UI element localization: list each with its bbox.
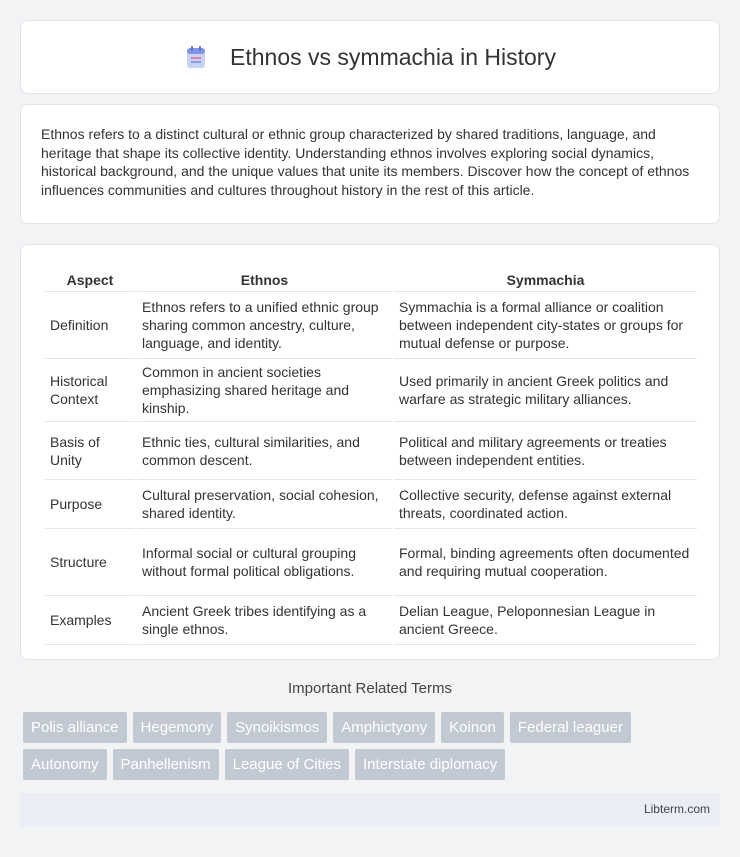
tag-league-of-cities[interactable]: League of Cities <box>225 749 349 780</box>
comparison-table <box>43 265 699 645</box>
header-aspect: Aspect <box>45 265 135 292</box>
ethnos-cell: Common in ancient societies emphasizing shared heritage and kinship. <box>137 359 392 422</box>
footer-brand[interactable]: Libterm.com <box>643 802 710 816</box>
table-row <box>45 596 697 645</box>
related-terms-tags <box>23 712 723 786</box>
aspect-cell: Purpose <box>45 480 135 529</box>
tag-panhellenism[interactable]: Panhellenism <box>113 749 219 780</box>
page-title: Ethnos vs symmachia in History <box>230 43 556 70</box>
symmachia-cell: Delian League, Peloponnesian League in ancient Greece. <box>394 596 697 645</box>
table-row <box>45 422 697 480</box>
tag-autonomy[interactable]: Autonomy <box>23 749 107 780</box>
aspect-cell: Definition <box>45 292 135 359</box>
symmachia-cell: Formal, binding agreements often documented and requiring mutual cooperation. <box>394 529 697 596</box>
tag-amphictyony[interactable]: Amphictyony <box>333 712 435 743</box>
tag-federal-leaguer[interactable]: Federal leaguer <box>510 712 631 743</box>
symmachia-cell: Symmachia is a formal alliance or coalition between independent city-states or groups for mutual defense or purpose. <box>394 292 697 359</box>
ethnos-cell: Ancient Greek tribes identifying as a single ethnos. <box>137 596 392 645</box>
ethnos-cell: Informal social or cultural grouping without formal political obligations. <box>137 529 392 596</box>
aspect-cell: Examples <box>45 596 135 645</box>
intro-text: Ethnos refers to a distinct cultural or ethnic group characterized by shared traditions, language, and heritage that shape its collective identity. Understanding ethnos involves exploring social dynamics, historical background, and the unique values that unite its members. Discover how the concept of ethnos influences communities and cultures throughout history in the rest of this article. <box>41 126 690 198</box>
tag-synoikismos[interactable]: Synoikismos <box>227 712 327 743</box>
header-symmachia: Symmachia <box>394 265 697 292</box>
table-row <box>45 359 697 422</box>
aspect-cell: Basis of Unity <box>45 422 135 480</box>
table-row <box>45 292 697 359</box>
intro-card <box>20 104 720 224</box>
tag-row <box>23 712 723 743</box>
ethnos-cell: Ethnic ties, cultural similarities, and common descent. <box>137 422 392 480</box>
symmachia-cell: Collective security, defense against external threats, coordinated action. <box>394 480 697 529</box>
tag-hegemony[interactable]: Hegemony <box>133 712 222 743</box>
aspect-cell: Structure <box>45 529 135 596</box>
table-row <box>45 480 697 529</box>
aspect-cell: Historical Context <box>45 359 135 422</box>
footer <box>20 793 720 826</box>
title-card <box>20 20 720 94</box>
comparison-table-card <box>20 244 720 660</box>
tag-row <box>23 749 723 780</box>
table-row <box>45 529 697 596</box>
symmachia-cell: Used primarily in ancient Greek politics and warfare as strategic military alliances. <box>394 359 697 422</box>
tag-koinon[interactable]: Koinon <box>441 712 504 743</box>
related-terms-title: Important Related Terms <box>288 680 452 697</box>
ethnos-cell: Ethnos refers to a unified ethnic group sharing common ancestry, culture, language, and identity. <box>137 292 392 359</box>
tag-interstate-diplomacy[interactable]: Interstate diplomacy <box>355 749 505 780</box>
document-icon <box>184 45 208 69</box>
header-ethnos: Ethnos <box>137 265 392 292</box>
symmachia-cell: Political and military agreements or treaties between independent entities. <box>394 422 697 480</box>
tag-polis-alliance[interactable]: Polis alliance <box>23 712 127 743</box>
ethnos-cell: Cultural preservation, social cohesion, shared identity. <box>137 480 392 529</box>
table-header-row <box>45 265 697 292</box>
